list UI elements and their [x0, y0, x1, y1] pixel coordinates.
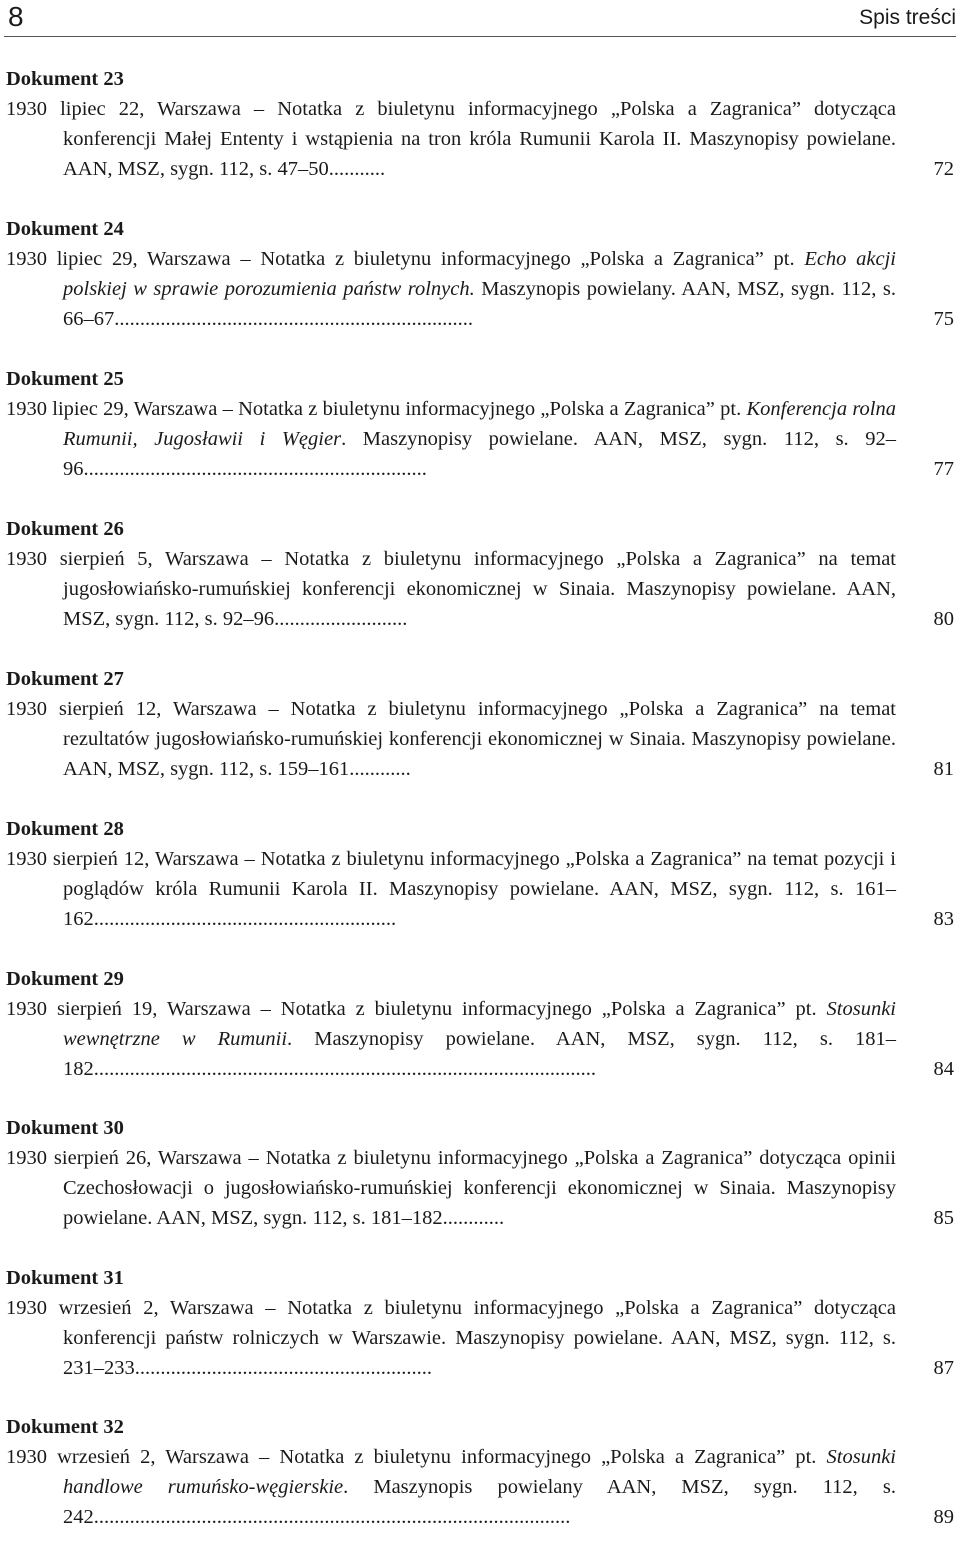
entry-description [6, 1143, 896, 1233]
entry-text-after: . Maszynopis powielany AAN, MSZ, sygn. 112, s. 242 [63, 1476, 896, 1528]
entry-text: 1930 wrzesień 2, Warszawa – Notatka z biuletynu informacyjnego „Polska a Zagranica” pt. [6, 1446, 827, 1468]
toc-entry-27 [0, 664, 960, 802]
entry-title: Dokument 23 [6, 68, 124, 90]
dot-leaders: .......................... [274, 608, 408, 630]
entry-description [6, 1293, 896, 1383]
entry-description [6, 694, 896, 784]
dot-leaders: ............ [442, 1207, 505, 1229]
dot-leaders: ...................................................................... [114, 308, 473, 330]
entry-text: 1930 wrzesień 2, Warszawa – Notatka z biuletynu informacyjnego „Polska a Zagranica” dotycząca konferencji państw rolniczych w Warszawie. Maszynopisy powielane. AAN, MSZ, sygn. 112, s. 231–233 [6, 1297, 896, 1379]
toc-entry-30 [0, 1113, 960, 1251]
entry-title: Dokument 28 [6, 818, 124, 840]
dot-leaders: ........................................................... [93, 908, 397, 930]
entry-page-number: 83 [933, 908, 954, 930]
toc-entry-24 [0, 214, 960, 352]
entry-description [6, 394, 896, 484]
entry-title: Dokument 25 [6, 368, 124, 390]
entry-text: 1930 sierpień 12, Warszawa – Notatka z biuletynu informacyjnego „Polska a Zagranica” na temat pozycji i poglądów króla Rumunii Karola II. Maszynopisy powielane. AAN, MSZ, sygn. 112, s. 161–162 [6, 848, 896, 930]
page-header [0, 0, 960, 40]
entry-italic-title: Echo akcji polskiej w sprawie porozumienia państw rolnych. [63, 248, 896, 300]
entry-text-after: . Maszynopisy powielane. AAN, MSZ, sygn. 112, s. 181–182 [63, 1028, 897, 1080]
dot-leaders: ................................................................... [83, 458, 427, 480]
toc-entry-31 [0, 1263, 960, 1401]
header-rule [4, 36, 956, 37]
entry-title: Dokument 27 [6, 668, 124, 690]
entry-title: Dokument 31 [6, 1267, 124, 1289]
toc-entry-28 [0, 814, 960, 952]
entry-page-number: 77 [933, 458, 954, 480]
toc-entry-25 [0, 364, 960, 502]
entry-text: 1930 lipiec 29, Warszawa – Notatka z biuletynu informacyjnego „Polska a Zagranica” pt. [6, 248, 805, 270]
entry-title: Dokument 29 [6, 968, 124, 990]
running-title: Spis treści [859, 6, 956, 29]
entry-italic-title: Stosunki wewnętrzne w Rumunii [63, 998, 896, 1050]
entry-description [6, 1442, 896, 1532]
entry-page-number: 75 [933, 308, 954, 330]
entry-page-number: 84 [933, 1058, 954, 1080]
entry-page-number: 85 [933, 1207, 954, 1229]
entry-text: 1930 sierpień 19, Warszawa – Notatka z biuletynu informacyjnego „Polska a Zagranica” pt. [6, 998, 827, 1020]
entry-description [6, 94, 896, 184]
entry-title: Dokument 30 [6, 1117, 124, 1139]
entry-text: 1930 lipiec 22, Warszawa – Notatka z biuletynu informacyjnego „Polska a Zagranica” dotycząca konferencji Małej Ententy i wstąpienia na tron króla Rumunii Karola II. Maszynopisy powielane. AAN, MSZ, sygn. 112, s. 47–50 [6, 98, 896, 180]
entry-italic-title: Stosunki handlowe rumuńsko-węgierskie [63, 1446, 896, 1498]
toc-entry-23 [0, 64, 960, 202]
dot-leaders: .......................................................... [134, 1357, 432, 1379]
entry-page-number: 89 [933, 1506, 954, 1528]
dot-leaders: ............................................................................................. [93, 1506, 571, 1528]
entry-title: Dokument 32 [6, 1416, 124, 1438]
entry-italic-title: Konferencja rolna Rumunii, Jugosławii i Węgier [63, 398, 896, 450]
entry-page-number: 80 [933, 608, 954, 630]
entry-text: 1930 lipiec 29, Warszawa – Notatka z biuletynu informacyjnego „Polska a Zagranica” pt. [6, 398, 747, 420]
entry-text-after: . Maszynopisy powielane. AAN, MSZ, sygn. 112, s. 92–96 [63, 428, 896, 480]
dot-leaders: ........... [328, 158, 386, 180]
entry-text: 1930 sierpień 26, Warszawa – Notatka z biuletynu informacyjnego „Polska a Zagranica” dotycząca opinii Czechosłowacji o jugosłowiańsko-rumuńskiej konferencji ekonomicznej w Sinaia. Maszynopisy powielane. AAN, MSZ, sygn. 112, s. 181–182 [6, 1147, 896, 1229]
entry-description [6, 994, 896, 1084]
toc-entry-32 [0, 1412, 960, 1550]
entry-description [6, 244, 896, 334]
entry-title: Dokument 24 [6, 218, 124, 240]
entry-text: 1930 sierpień 5, Warszawa – Notatka z biuletynu informacyjnego „Polska a Zagranica” na temat jugosłowiańsko-rumuńskiej konferencji ekonomicznej w Sinaia. Maszynopisy powielane. AAN, MSZ, sygn. 112, s. 92–96 [6, 548, 896, 630]
page-number: 8 [8, 1, 24, 32]
entry-text-after: Maszynopis powielany. AAN, MSZ, sygn. 112, s. 66–67 [63, 278, 896, 330]
toc-entry-26 [0, 514, 960, 652]
entry-description [6, 844, 896, 934]
toc-entry-29 [0, 964, 960, 1102]
dot-leaders: .................................................................................................. [93, 1058, 596, 1080]
entry-page-number: 87 [933, 1357, 954, 1379]
entry-title: Dokument 26 [6, 518, 124, 540]
entry-description [6, 544, 896, 634]
entry-text: 1930 sierpień 12, Warszawa – Notatka z biuletynu informacyjnego „Polska a Zagranica” na temat rezultatów jugosłowiańsko-rumuńskiej konferencji ekonomicznej w Sinaia. Maszynopisy powielane. AAN, MSZ, sygn. 112, s. 159–161 [6, 698, 896, 780]
dot-leaders: ............ [349, 758, 411, 780]
entry-page-number: 81 [933, 758, 954, 780]
entry-page-number: 72 [933, 158, 954, 180]
